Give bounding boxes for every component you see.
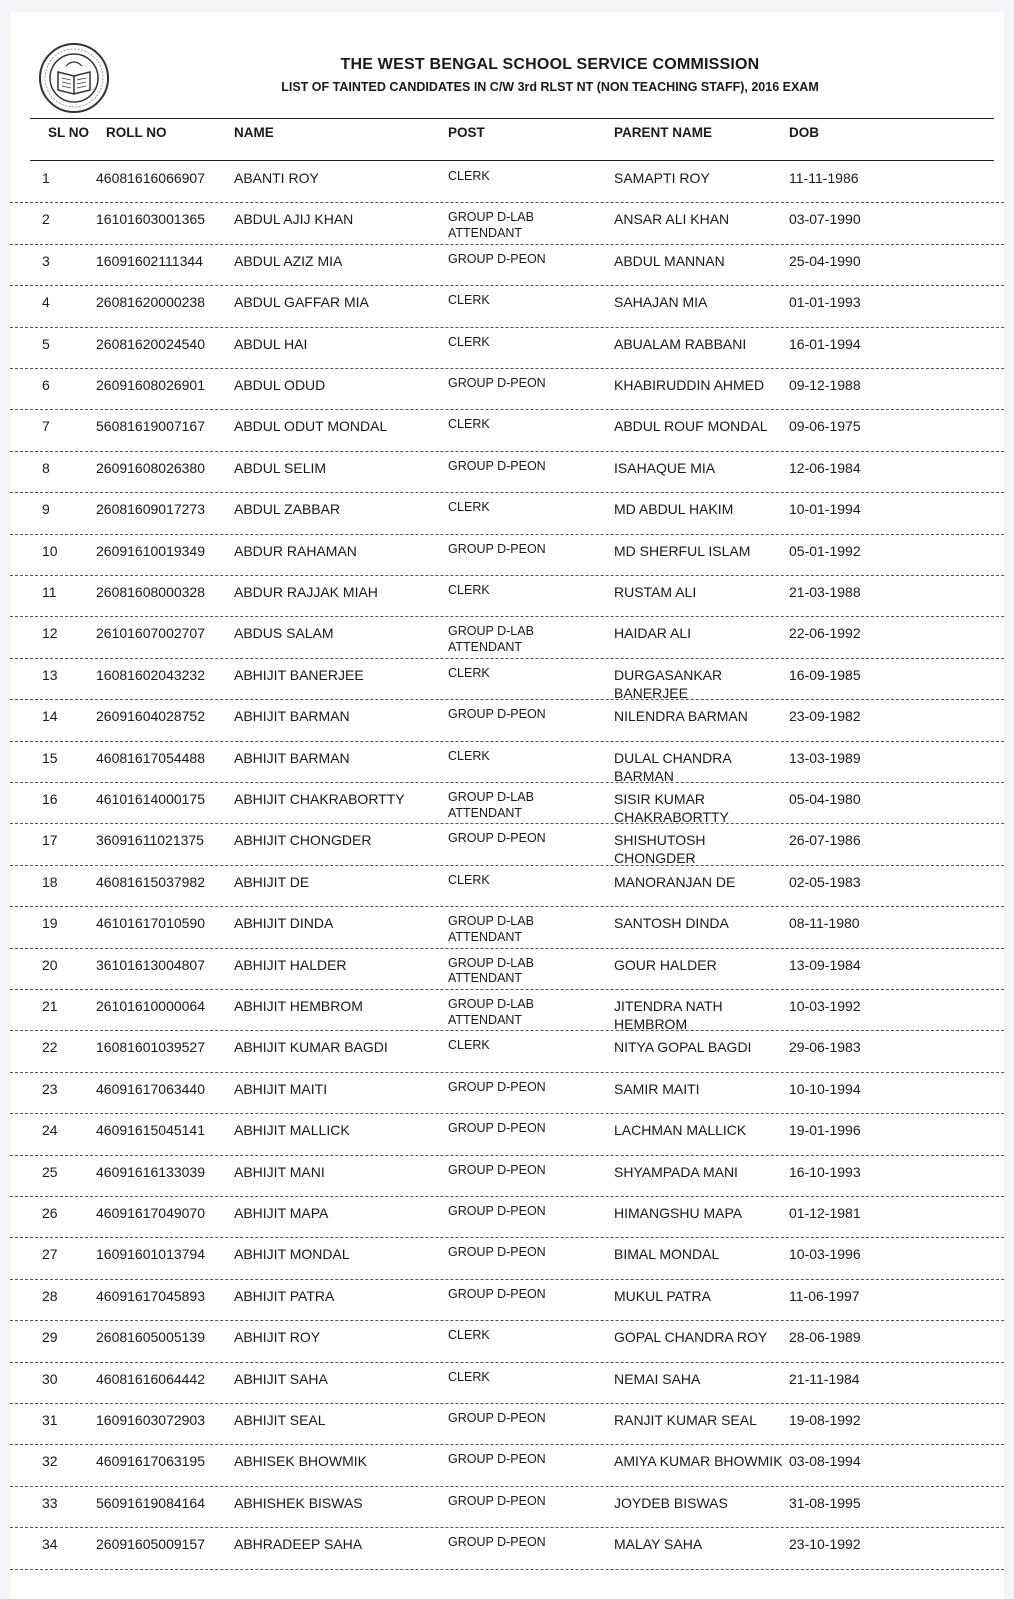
sl-no-cell: 18 xyxy=(42,873,58,890)
table-row xyxy=(10,1197,1004,1238)
wbssc-seal-icon xyxy=(38,42,110,114)
parent-name-cell: LACHMAN MALLICK xyxy=(614,1122,747,1139)
roll-no-cell: 16081602043232 xyxy=(96,666,206,683)
post-cell: CLERK xyxy=(448,1328,490,1343)
post-cell: CLERK xyxy=(448,665,490,680)
dob-cell: 09-12-1988 xyxy=(789,377,861,393)
parent-name-cell: GOPAL CHANDRA ROY xyxy=(614,1329,768,1346)
post-cell: GROUP D-PEON xyxy=(448,1452,546,1467)
post-cell: CLERK xyxy=(448,293,490,308)
post-cell: GROUP D-LAB ATTENDANT xyxy=(448,955,534,986)
name-cell: ABHIJIT KUMAR BAGDI xyxy=(234,1039,388,1056)
post-cell: GROUP D-PEON xyxy=(448,541,546,556)
roll-no-cell: 46081617054488 xyxy=(96,749,206,766)
dob-cell: 16-01-1994 xyxy=(789,335,861,352)
sl-no-cell: 14 xyxy=(42,708,58,725)
parent-name-cell: SHISHUTOSH CHONGDER xyxy=(614,832,706,867)
dob-cell: 19-08-1992 xyxy=(789,1412,861,1428)
roll-no-cell: 46081615037982 xyxy=(96,873,206,890)
sl-no-cell: 31 xyxy=(42,1412,58,1428)
roll-no-cell: 26091610019349 xyxy=(96,542,206,559)
table-row xyxy=(10,162,1004,203)
post-cell: GROUP D-PEON xyxy=(448,1535,546,1550)
dob-cell: 10-03-1992 xyxy=(789,998,861,1014)
dob-cell: 16-10-1993 xyxy=(789,1163,861,1180)
sl-no-cell: 24 xyxy=(42,1122,58,1139)
parent-name-cell: NEMAI SAHA xyxy=(614,1370,701,1387)
table-row xyxy=(10,286,1004,327)
dob-cell: 13-03-1989 xyxy=(789,749,861,766)
dob-cell: 02-05-1983 xyxy=(789,873,861,890)
dob-cell: 03-07-1990 xyxy=(789,211,861,228)
dob-cell: 01-12-1981 xyxy=(789,1205,861,1221)
parent-name-cell: AMIYA KUMAR BHOWMIK xyxy=(614,1453,783,1470)
roll-no-cell: 36091611021375 xyxy=(96,832,204,849)
sl-no-cell: 3 xyxy=(42,252,50,269)
name-cell: ABDUL ODUD xyxy=(234,377,326,393)
table-row xyxy=(10,866,1004,907)
post-cell: GROUP D-LAB ATTENDANT xyxy=(448,997,534,1027)
parent-name-cell: ABUALAM RABBANI xyxy=(614,335,747,352)
roll-no-cell: 46081616066907 xyxy=(96,170,206,186)
table-row xyxy=(10,203,1004,244)
name-cell: ABHIJIT MAPA xyxy=(234,1205,329,1221)
name-cell: ABHIJIT DINDA xyxy=(234,915,334,932)
roll-no-cell: 46091615045141 xyxy=(96,1122,206,1139)
parent-name-cell: DURGASANKAR BANERJEE xyxy=(614,666,723,701)
dob-cell: 28-06-1989 xyxy=(789,1329,861,1346)
sl-no-cell: 28 xyxy=(42,1287,58,1304)
dob-cell: 05-04-1980 xyxy=(789,791,861,807)
name-cell: ABDUL HAI xyxy=(234,335,308,352)
parent-name-cell: MALAY SAHA xyxy=(614,1536,703,1553)
table-row xyxy=(10,907,1004,948)
post-cell: CLERK xyxy=(448,872,490,887)
column-header-post: POST xyxy=(448,125,485,140)
sl-no-cell: 4 xyxy=(42,294,50,311)
roll-no-cell: 26101610000064 xyxy=(96,998,206,1014)
parent-name-cell: HAIDAR ALI xyxy=(614,625,692,642)
post-cell: GROUP D-PEON xyxy=(448,1162,546,1177)
name-cell: ABHIJIT DE xyxy=(234,873,310,890)
roll-no-cell: 46101614000175 xyxy=(96,791,206,807)
roll-no-cell: 56091619084164 xyxy=(96,1494,206,1511)
parent-name-cell: RUSTAM ALI xyxy=(614,584,697,600)
parent-name-cell: BIMAL MONDAL xyxy=(614,1246,720,1263)
post-cell: GROUP D-PEON xyxy=(448,1286,546,1301)
dob-cell: 11-06-1997 xyxy=(789,1287,860,1304)
table-row xyxy=(10,493,1004,534)
sl-no-cell: 2 xyxy=(42,211,50,228)
name-cell: ABHIJIT MAITI xyxy=(234,1080,328,1097)
sl-no-cell: 7 xyxy=(42,418,50,435)
table-row xyxy=(10,1487,1004,1528)
dob-cell: 13-09-1984 xyxy=(789,956,861,973)
roll-no-cell: 16091601013794 xyxy=(96,1246,206,1263)
table-row xyxy=(10,1073,1004,1114)
roll-no-cell: 16091603072903 xyxy=(96,1412,206,1428)
sl-no-cell: 15 xyxy=(42,749,58,766)
name-cell: ABDUL SELIM xyxy=(234,459,327,476)
sl-no-cell: 16 xyxy=(42,791,58,807)
roll-no-cell: 26091608026380 xyxy=(96,459,206,476)
dob-cell: 21-03-1988 xyxy=(789,584,861,600)
sl-no-cell: 34 xyxy=(42,1536,58,1553)
post-cell: GROUP D-PEON xyxy=(448,1245,546,1260)
parent-name-cell: SAHAJAN MIA xyxy=(614,294,708,311)
dob-cell: 29-06-1983 xyxy=(789,1039,861,1056)
roll-no-cell: 26091604028752 xyxy=(96,708,206,725)
name-cell: ABHISHEK BISWAS xyxy=(234,1494,363,1511)
parent-name-cell: ISAHAQUE MIA xyxy=(614,459,716,476)
parent-name-cell: MANORANJAN DE xyxy=(614,873,736,890)
table-row xyxy=(10,576,1004,617)
post-cell: GROUP D-PEON xyxy=(448,458,546,473)
name-cell: ABHIJIT ROY xyxy=(234,1329,321,1346)
post-cell: GROUP D-PEON xyxy=(448,1204,546,1218)
sl-no-cell: 21 xyxy=(42,998,58,1014)
name-cell: ABHIJIT MANI xyxy=(234,1163,325,1180)
sl-no-cell: 11 xyxy=(42,584,57,600)
parent-name-cell: GOUR HALDER xyxy=(614,956,717,973)
table-row xyxy=(10,1238,1004,1279)
roll-no-cell: 16091602111344 xyxy=(96,252,203,269)
roll-no-cell: 46091617045893 xyxy=(96,1287,206,1304)
table-row xyxy=(10,1156,1004,1197)
table-row xyxy=(10,245,1004,286)
sl-no-cell: 17 xyxy=(42,832,58,849)
dob-cell: 26-07-1986 xyxy=(789,832,861,849)
name-cell: ABHIJIT CHONGDER xyxy=(234,832,372,849)
table-row xyxy=(10,1445,1004,1486)
sl-no-cell: 32 xyxy=(42,1453,58,1470)
name-cell: ABDUR RAJJAK MIAH xyxy=(234,584,378,600)
parent-name-cell: NITYA GOPAL BAGDI xyxy=(614,1039,752,1056)
parent-name-cell: ABDUL ROUF MONDAL xyxy=(614,418,768,435)
table-row xyxy=(10,659,1004,700)
parent-name-cell: SISIR KUMAR CHAKRABORTTY xyxy=(614,791,729,825)
post-cell: CLERK xyxy=(448,334,490,349)
roll-no-cell: 26081608000328 xyxy=(96,584,206,600)
column-header-name: NAME xyxy=(234,125,274,140)
post-cell: GROUP D-PEON xyxy=(448,1493,546,1508)
dob-cell: 19-01-1996 xyxy=(789,1122,861,1139)
sl-no-cell: 9 xyxy=(42,501,50,518)
roll-no-cell: 16081601039527 xyxy=(96,1039,206,1056)
table-row xyxy=(10,990,1004,1031)
table-row xyxy=(10,824,1004,865)
dob-cell: 05-01-1992 xyxy=(789,542,861,559)
post-cell: GROUP D-LAB ATTENDANT xyxy=(448,624,534,654)
table-row xyxy=(10,1114,1004,1155)
post-cell: CLERK xyxy=(448,169,490,183)
dob-cell: 10-03-1996 xyxy=(789,1246,861,1263)
dob-cell: 12-06-1984 xyxy=(789,459,861,476)
post-cell: GROUP D-PEON xyxy=(448,251,546,266)
post-cell: GROUP D-PEON xyxy=(448,831,546,846)
name-cell: ABDUL ZABBAR xyxy=(234,501,341,518)
dob-cell: 31-08-1995 xyxy=(789,1494,861,1511)
dob-cell: 22-06-1992 xyxy=(789,625,861,642)
parent-name-cell: ANSAR ALI KHAN xyxy=(614,211,730,228)
name-cell: ABHIJIT SAHA xyxy=(234,1370,328,1387)
roll-no-cell: 26101607002707 xyxy=(96,625,206,642)
dob-cell: 16-09-1985 xyxy=(789,666,861,683)
name-cell: ABHIJIT HEMBROM xyxy=(234,998,363,1014)
parent-name-cell: DULAL CHANDRA BARMAN xyxy=(614,749,731,784)
post-cell: GROUP D-LAB ATTENDANT xyxy=(448,210,534,240)
sl-no-cell: 1 xyxy=(42,170,50,186)
column-header-roll-no: ROLL NO xyxy=(106,125,167,140)
post-cell: CLERK xyxy=(448,1038,490,1053)
table-row xyxy=(10,742,1004,783)
post-cell: CLERK xyxy=(448,417,490,432)
sl-no-cell: 29 xyxy=(42,1329,58,1346)
table-row xyxy=(10,949,1004,990)
parent-name-cell: MD ABDUL HAKIM xyxy=(614,501,734,518)
table-row xyxy=(10,369,1004,410)
name-cell: ABHIJIT MONDAL xyxy=(234,1246,350,1263)
post-cell: CLERK xyxy=(448,748,490,763)
sl-no-cell: 8 xyxy=(42,459,50,476)
sl-no-cell: 33 xyxy=(42,1494,58,1511)
sl-no-cell: 19 xyxy=(42,915,58,932)
post-cell: GROUP D-PEON xyxy=(448,1079,546,1094)
dob-cell: 08-11-1980 xyxy=(789,915,860,932)
header-bottom-rule xyxy=(30,160,994,161)
sl-no-cell: 13 xyxy=(42,666,58,683)
table-row xyxy=(10,1031,1004,1072)
dob-cell: 21-11-1984 xyxy=(789,1370,860,1387)
dob-cell: 23-10-1992 xyxy=(789,1536,861,1553)
parent-name-cell: SAMAPTI ROY xyxy=(614,170,710,186)
name-cell: ABHIJIT CHAKRABORTTY xyxy=(234,791,405,807)
table-row xyxy=(10,617,1004,658)
post-cell: GROUP D-LAB ATTENDANT xyxy=(448,790,534,820)
roll-no-cell: 26081609017273 xyxy=(96,501,206,518)
parent-name-cell: RANJIT KUMAR SEAL xyxy=(614,1412,757,1428)
sl-no-cell: 12 xyxy=(42,625,58,642)
parent-name-cell: MD SHERFUL ISLAM xyxy=(614,542,751,559)
dob-cell: 25-04-1990 xyxy=(789,252,861,269)
sl-no-cell: 26 xyxy=(42,1205,58,1221)
roll-no-cell: 26081620024540 xyxy=(96,335,206,352)
name-cell: ABDUS SALAM xyxy=(234,625,334,642)
roll-no-cell: 46091616133039 xyxy=(96,1163,206,1180)
post-cell: CLERK xyxy=(448,1369,490,1384)
table-row xyxy=(10,1321,1004,1362)
name-cell: ABHISEK BHOWMIK xyxy=(234,1453,368,1470)
roll-no-cell: 26091605009157 xyxy=(96,1536,206,1553)
parent-name-cell: JITENDRA NATH HEMBROM xyxy=(614,998,723,1032)
roll-no-cell: 46091617049070 xyxy=(96,1205,206,1221)
sl-no-cell: 5 xyxy=(42,335,50,352)
roll-no-cell: 56081619007167 xyxy=(96,418,206,435)
column-header-sl-no: SL NO xyxy=(48,125,90,140)
name-cell: ABHIJIT BARMAN xyxy=(234,708,350,725)
post-cell: GROUP D-LAB ATTENDANT xyxy=(448,914,534,944)
post-cell: CLERK xyxy=(448,500,490,515)
table-row xyxy=(10,1528,1004,1569)
parent-name-cell: JOYDEB BISWAS xyxy=(614,1494,728,1511)
parent-name-cell: KHABIRUDDIN AHMED xyxy=(614,377,765,393)
name-cell: ABHIJIT SEAL xyxy=(234,1412,326,1428)
sl-no-cell: 27 xyxy=(42,1246,58,1263)
table-row xyxy=(10,452,1004,493)
roll-no-cell: 26081620000238 xyxy=(96,294,206,311)
post-cell: GROUP D-PEON xyxy=(448,1411,546,1425)
name-cell: ABDUL AJIJ KHAN xyxy=(234,211,354,228)
dob-cell: 03-08-1994 xyxy=(789,1453,861,1470)
table-row xyxy=(10,410,1004,451)
sl-no-cell: 25 xyxy=(42,1163,58,1180)
post-cell: GROUP D-PEON xyxy=(448,707,546,722)
table-row xyxy=(10,700,1004,741)
roll-no-cell: 46081616064442 xyxy=(96,1370,206,1387)
document-title: THE WEST BENGAL SCHOOL SERVICE COMMISSION xyxy=(340,56,760,73)
table-row xyxy=(10,1280,1004,1321)
sl-no-cell: 22 xyxy=(42,1039,58,1056)
document-subtitle: LIST OF TAINTED CANDIDATES IN C/W 3rd RLST NT (NON TEACHING STAFF), 2016 EXAM xyxy=(281,80,819,94)
column-header-dob: DOB xyxy=(789,125,819,140)
roll-no-cell: 46091617063195 xyxy=(96,1453,206,1470)
name-cell: ABHIJIT BARMAN xyxy=(234,749,350,766)
roll-no-cell: 36101613004807 xyxy=(96,956,206,973)
table-row xyxy=(10,328,1004,369)
dob-cell: 01-01-1993 xyxy=(789,294,861,311)
sl-no-cell: 6 xyxy=(42,377,50,393)
column-header-parent-name: PARENT NAME xyxy=(614,125,713,140)
roll-no-cell: 16101603001365 xyxy=(96,211,206,228)
roll-no-cell: 26081605005139 xyxy=(96,1329,206,1346)
sl-no-cell: 20 xyxy=(42,956,58,973)
post-cell: CLERK xyxy=(448,583,490,597)
dob-cell: 11-11-1986 xyxy=(789,170,859,186)
parent-name-cell: NILENDRA BARMAN xyxy=(614,708,748,725)
dob-cell: 23-09-1982 xyxy=(789,708,861,725)
parent-name-cell: SAMIR MAITI xyxy=(614,1080,700,1097)
table-row xyxy=(10,1404,1004,1445)
table-row xyxy=(10,783,1004,824)
parent-name-cell: ABDUL MANNAN xyxy=(614,252,725,269)
dob-cell: 10-01-1994 xyxy=(789,501,861,518)
name-cell: ABDUL GAFFAR MIA xyxy=(234,294,369,311)
name-cell: ABDUL AZIZ MIA xyxy=(234,252,343,269)
parent-name-cell: MUKUL PATRA xyxy=(614,1287,711,1304)
name-cell: ABHIJIT PATRA xyxy=(234,1287,335,1304)
table-row xyxy=(10,535,1004,576)
name-cell: ABANTI ROY xyxy=(234,170,319,186)
name-cell: ABDUL ODUT MONDAL xyxy=(234,418,388,435)
name-cell: ABHIJIT MALLICK xyxy=(234,1122,350,1139)
roll-no-cell: 26091608026901 xyxy=(96,377,206,393)
dob-cell: 10-10-1994 xyxy=(789,1080,861,1097)
parent-name-cell: SHYAMPADA MANI xyxy=(614,1163,738,1180)
name-cell: ABHIJIT HALDER xyxy=(234,956,347,973)
roll-no-cell: 46101617010590 xyxy=(96,915,206,932)
dob-cell: 09-06-1975 xyxy=(789,418,861,435)
table-row xyxy=(10,1363,1004,1404)
name-cell: ABDUR RAHAMAN xyxy=(234,542,357,559)
header-top-rule xyxy=(30,118,994,119)
name-cell: ABHIJIT BANERJEE xyxy=(234,666,364,683)
roll-no-cell: 46091617063440 xyxy=(96,1080,206,1097)
parent-name-cell: SANTOSH DINDA xyxy=(614,915,729,932)
post-cell: GROUP D-PEON xyxy=(448,376,546,390)
sl-no-cell: 10 xyxy=(42,542,58,559)
name-cell: ABHRADEEP SAHA xyxy=(234,1536,363,1553)
document-page xyxy=(10,12,1004,1599)
sl-no-cell: 30 xyxy=(42,1370,58,1387)
sl-no-cell: 23 xyxy=(42,1080,58,1097)
parent-name-cell: HIMANGSHU MAPA xyxy=(614,1205,743,1221)
post-cell: GROUP D-PEON xyxy=(448,1121,546,1136)
